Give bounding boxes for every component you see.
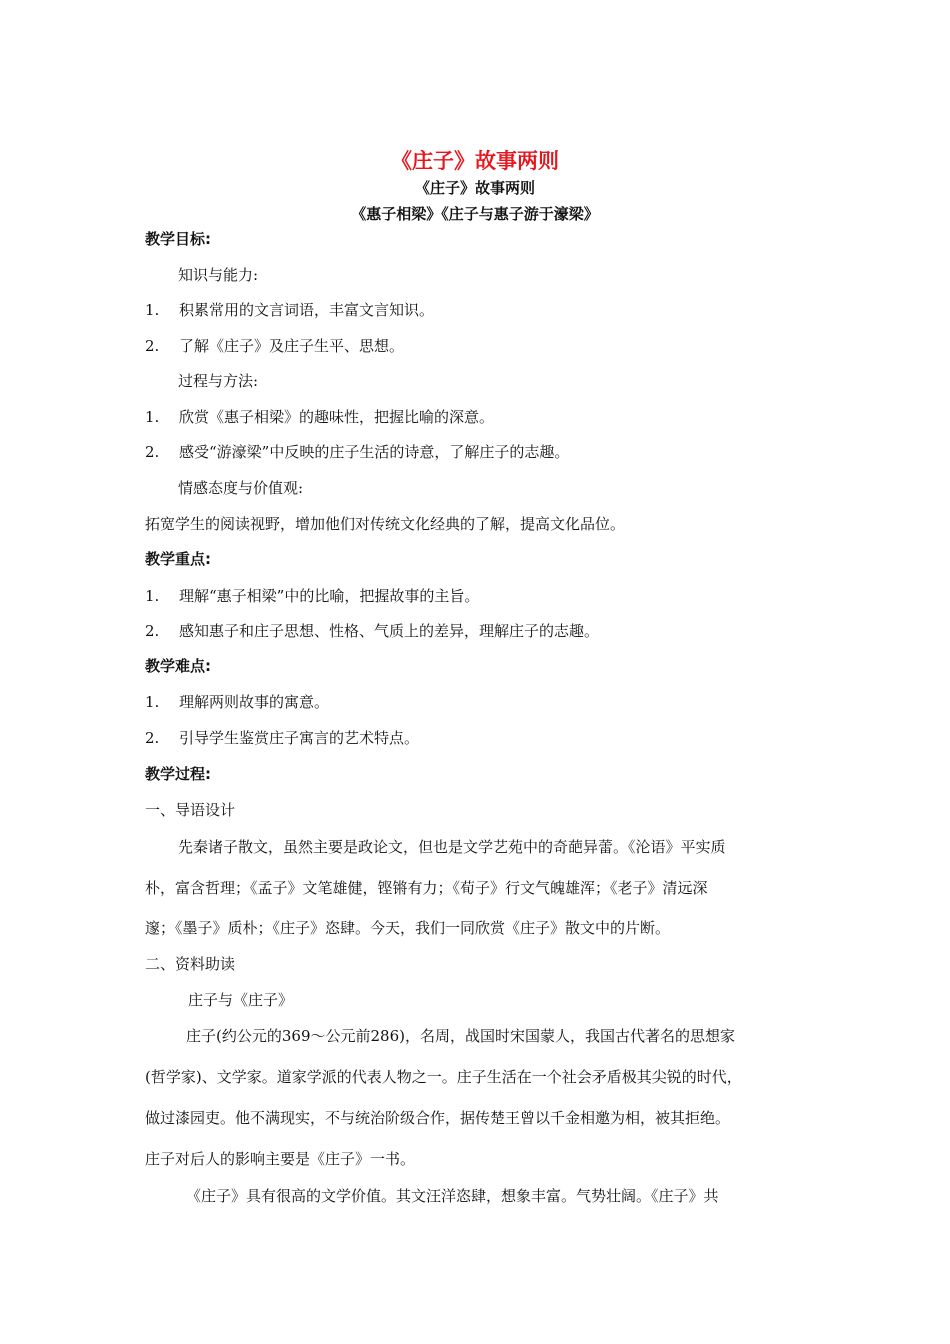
item-text: 感受“游濠梁”中反映的庄子生活的诗意，了解庄子的志趣。 — [179, 443, 570, 461]
emotion-text: 拓宽学生的阅读视野，增加他们对传统文化经典的了解，提高文化品位。 — [145, 515, 626, 533]
paragraph-line: 庄子对后人的影响主要是《庄子》一书。 — [145, 1150, 416, 1168]
knowledge-item — [145, 336, 950, 356]
paragraph-line: 先秦诸子散文，虽然主要是政论文，但也是文学艺苑中的奇葩异蕾。《沦语》平实质 — [178, 838, 726, 856]
document-subtitle-stories: 《惠子相梁》《庄子与惠子游于濠梁》 — [351, 205, 599, 223]
difficult-point-item — [145, 692, 950, 712]
paragraph-line: 《庄子》具有很高的文学价值。其文汪洋恣肆，想象丰富。气势壮阔。《庄子》共 — [186, 1187, 719, 1205]
teaching-process-heading: 教学过程: — [145, 765, 211, 783]
item-number: 2. — [145, 443, 160, 461]
item-text: 理解“惠子相梁”中的比喻，把握故事的主旨。 — [179, 587, 480, 605]
item-number: 1. — [145, 693, 160, 711]
paragraph-line: 朴，富含哲理；《孟子》文笔雄健，铿锵有力；《荀子》行文气魄雄浑；《老子》清远深 — [145, 879, 708, 897]
item-number: 1. — [145, 587, 160, 605]
emotion-label: 情感态度与价值观: — [178, 479, 304, 497]
key-point-item — [145, 586, 950, 606]
item-text: 感知惠子和庄子思想、性格、气质上的差异，理解庄子的志趣。 — [179, 622, 600, 640]
key-point-item — [145, 621, 950, 641]
item-number: 2. — [145, 622, 160, 640]
process-method-label: 过程与方法: — [178, 372, 259, 390]
paragraph-line: (哲学家)、文学家。道家学派的代表人物之一。庄子生活在一个社会矛盾极其尖锐的时代， — [145, 1068, 742, 1086]
paragraph-line: 庄子(约公元的369～公元前286)，名周，战国时宋国蒙人，我国古代著名的思想家 — [186, 1027, 735, 1045]
process-item — [145, 442, 950, 462]
section-subtitle: 庄子与《庄子》 — [188, 991, 294, 1009]
section-title-materials: 二、资料助读 — [145, 955, 236, 973]
knowledge-label: 知识与能力: — [178, 266, 259, 284]
document-subtitle: 《庄子》故事两则 — [414, 179, 535, 197]
process-item — [145, 407, 950, 427]
item-number: 2. — [145, 337, 160, 355]
teaching-goals-heading: 教学目标: — [145, 230, 211, 248]
item-number: 2. — [145, 729, 160, 747]
item-number: 1. — [145, 301, 160, 319]
item-text: 理解两则故事的寓意。 — [179, 693, 330, 711]
item-text: 了解《庄子》及庄子生平、思想。 — [179, 337, 405, 355]
key-points-heading: 教学重点: — [145, 550, 211, 568]
difficult-point-item — [145, 728, 950, 748]
knowledge-item — [145, 300, 950, 320]
paragraph-line: 做过漆园吏。他不满现实，不与统治阶级合作，据传楚王曾以千金相邀为相，被其拒绝。 — [145, 1109, 731, 1127]
difficult-points-heading: 教学难点: — [145, 657, 211, 675]
item-number: 1. — [145, 408, 160, 426]
item-text: 欣赏《惠子相梁》的趣味性，把握比喻的深意。 — [179, 408, 495, 426]
paragraph-line: 邃；《墨子》质朴；《庄子》恣肆。今天，我们一同欣赏《庄子》散文中的片断。 — [145, 919, 671, 937]
section-title-intro: 一、导语设计 — [145, 801, 236, 819]
item-text: 积累常用的文言词语，丰富文言知识。 — [179, 301, 435, 319]
document-title: 《庄子》故事两则 — [391, 149, 559, 173]
item-text: 引导学生鉴赏庄子寓言的艺术特点。 — [179, 729, 420, 747]
